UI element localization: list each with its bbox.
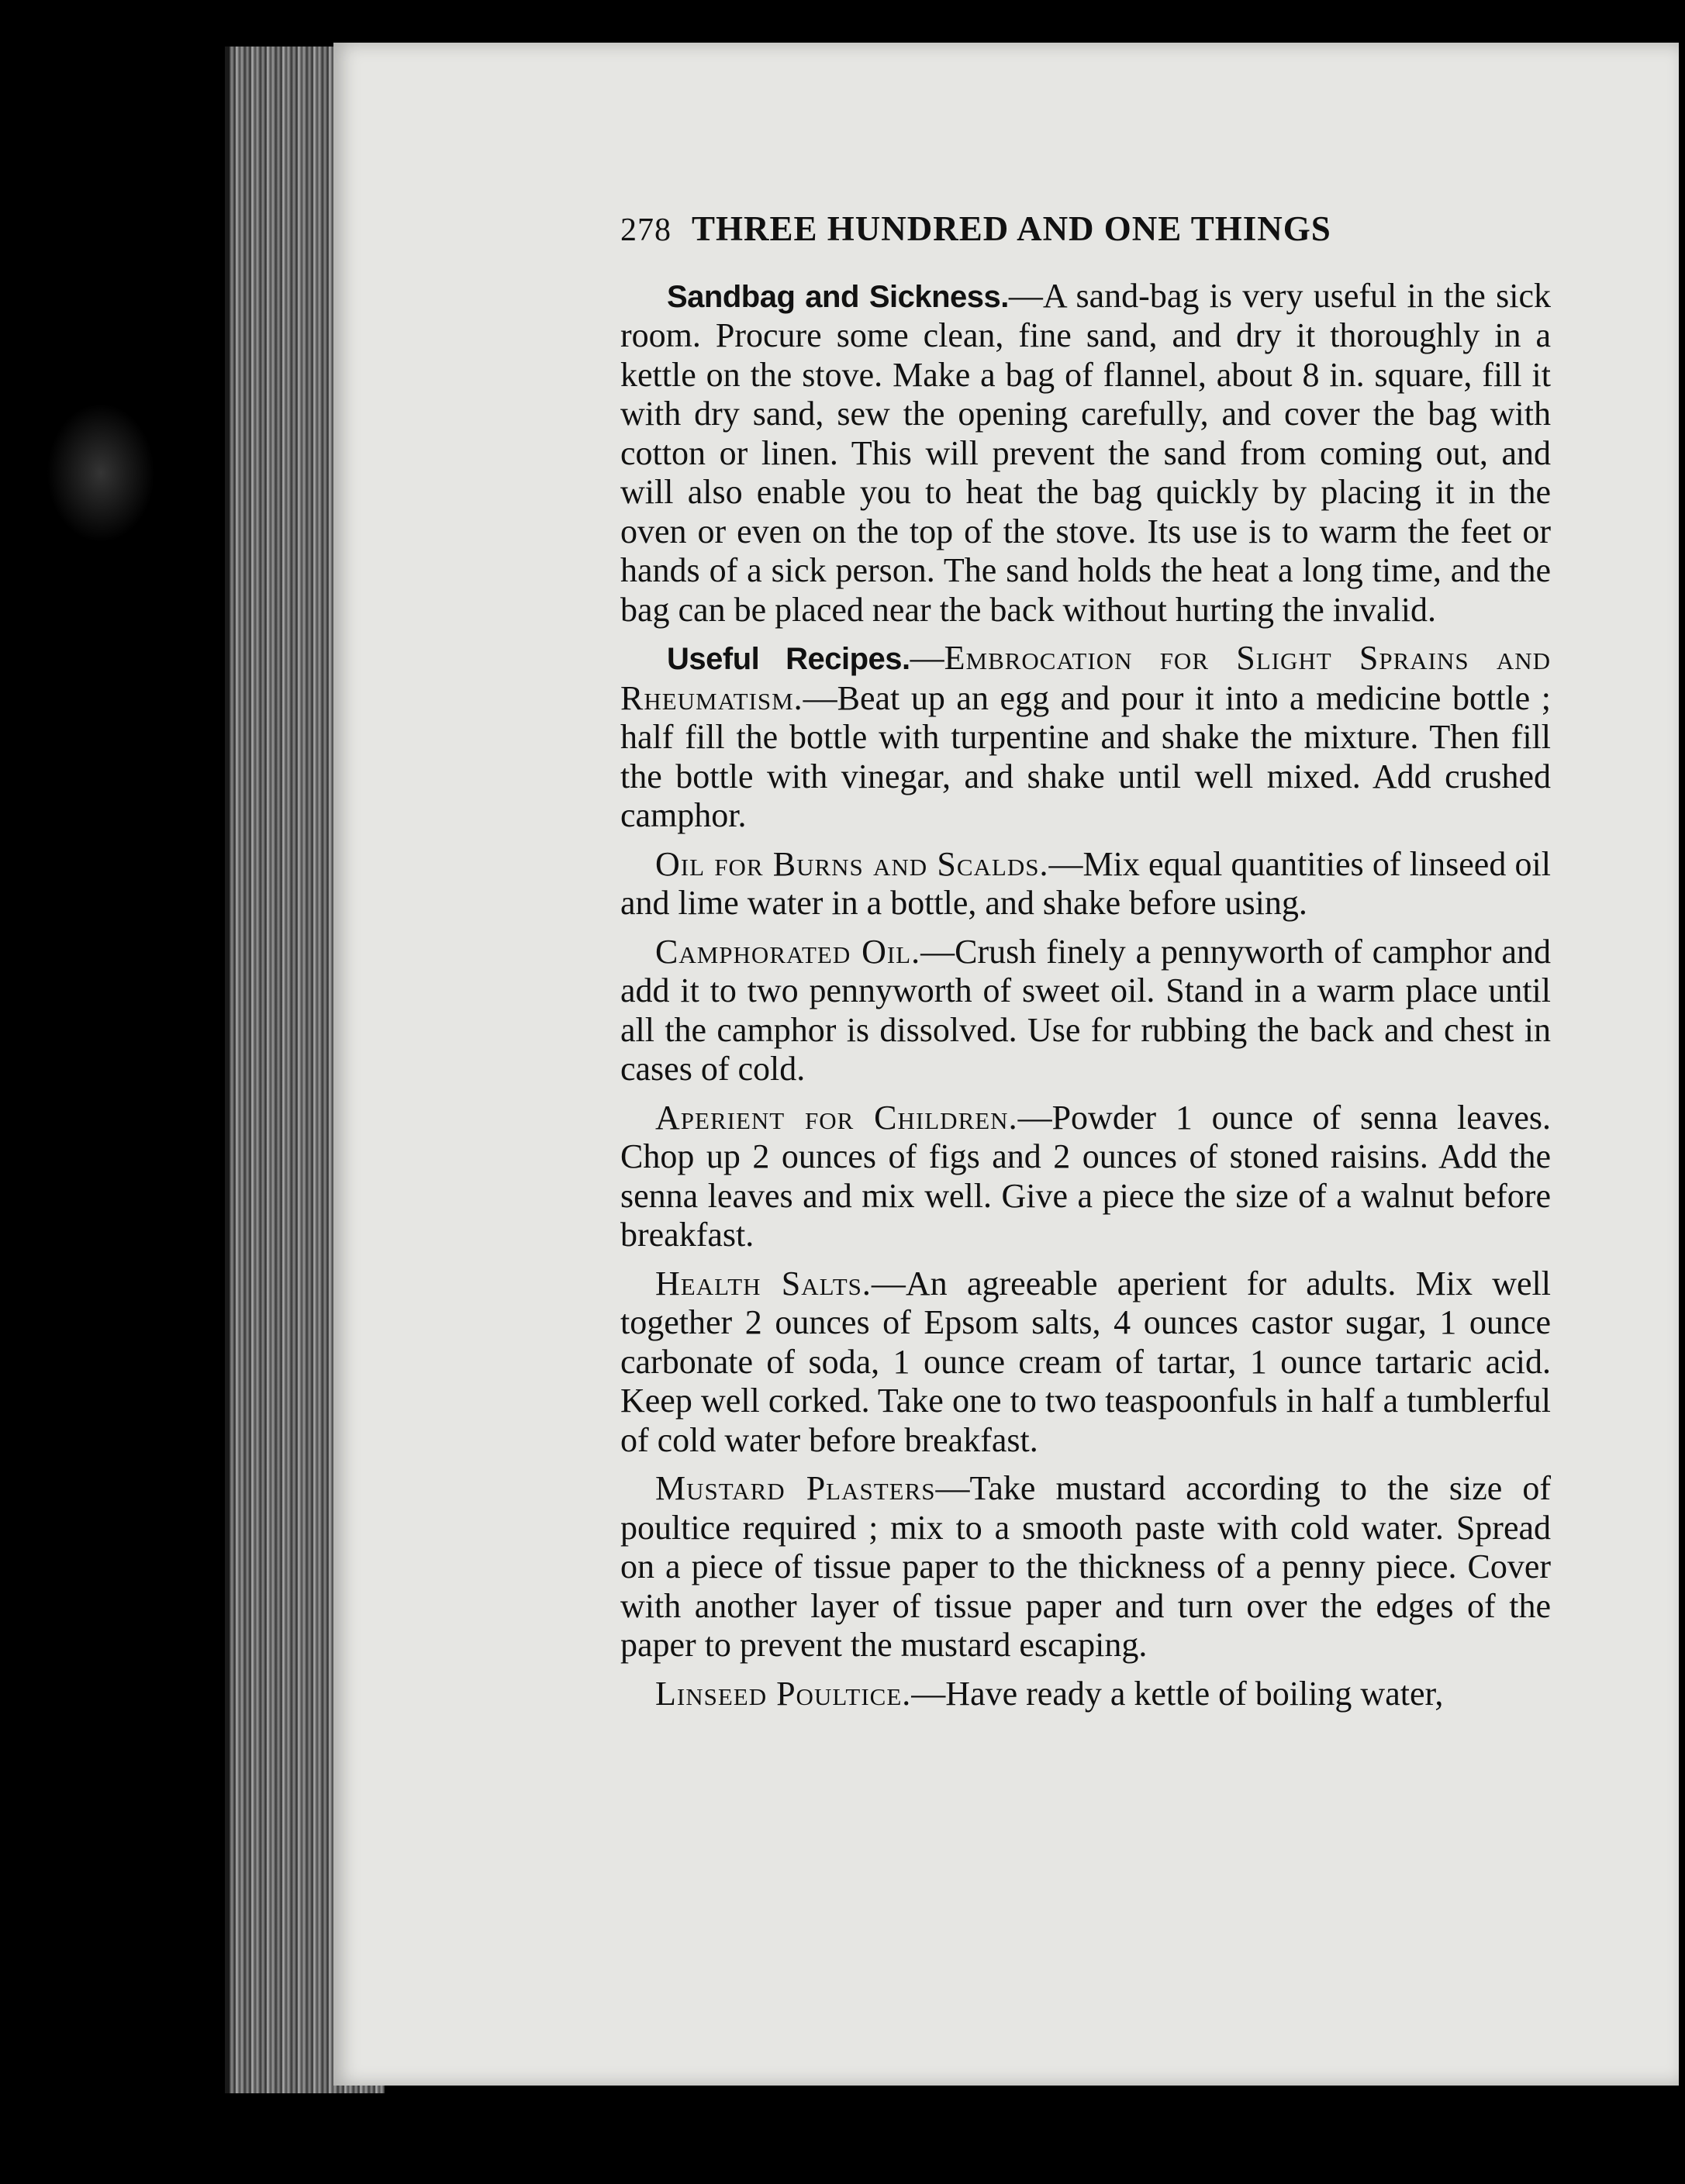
page-header bbox=[620, 209, 1551, 250]
paragraph-oil-burns bbox=[620, 845, 1551, 923]
recipe-title: Linseed Poultice. bbox=[655, 1674, 912, 1713]
paragraph-aperient-children bbox=[620, 1099, 1551, 1255]
scan-glare bbox=[47, 403, 155, 543]
paragraph-text: —A sand-bag is very useful in the sick room. Procure some clean, fine sand, and dry it thoroughly in a kettle on the stove. Make a bag of flannel, about 8 in. square, fill it with dry sand, sew the opening carefully, and cover the bag with cotton or linen. This will prevent the sand from coming out, and will also enable you to heat the bag quickly by placing it in the oven or even on the top of the stove. Its use is to warm the feet or hands of a sick person. The sand holds the heat a long time, and the bag can be placed near the back without hurting the invalid. bbox=[620, 276, 1551, 629]
recipe-title: Aperient for Children. bbox=[655, 1098, 1018, 1137]
recipe-title: Oil for Burns and Scalds. bbox=[655, 844, 1049, 883]
page-text bbox=[620, 209, 1551, 1723]
recipe-title: Camphorated Oil. bbox=[655, 932, 921, 971]
run-in-heading: Useful Recipes. bbox=[667, 642, 910, 676]
paragraph-sandbag bbox=[620, 277, 1551, 630]
paragraph-text: —Crush finely a pennyworth of camphor and add it to two pennyworth of sweet oil. Stand in a warm place until all the camphor is dissolved. Use for rubbing the back and chest in cases of cold. bbox=[620, 932, 1551, 1088]
paragraph-linseed-poultice bbox=[620, 1675, 1551, 1714]
paragraph-health-salts bbox=[620, 1265, 1551, 1461]
paragraph-text: —Have ready a kettle of boiling water, bbox=[911, 1674, 1444, 1713]
recipe-title: Mustard Plasters bbox=[655, 1469, 936, 1507]
running-title: THREE HUNDRED AND ONE THINGS bbox=[692, 209, 1331, 248]
paragraph-text: —Mix equal quantities of linseed oil and lime water in a bottle, and shake before using. bbox=[620, 844, 1552, 922]
paragraph-text: —Take mustard according to the size of poultice required ; mix to a smooth paste with cold water. Spread on a piece of tissue paper to the thickness of a penny piece. Cover with another layer of tissue paper and turn over the edges of the paper to prevent the mustard escaping. bbox=[620, 1469, 1552, 1664]
heading-dash: — bbox=[910, 639, 944, 677]
paragraph-useful-recipes bbox=[620, 639, 1551, 836]
paragraph-text: —Beat up an egg and pour it into a medicine bottle ; half fill the bottle with turpentine and shake the mixture. Then fill the bottle with vinegar, and shake until well mixed. Add crushed camphor. bbox=[620, 678, 1551, 834]
paragraph-mustard-plasters bbox=[620, 1469, 1551, 1665]
recipe-title: Health Salts. bbox=[655, 1264, 872, 1302]
paragraph-camphorated-oil bbox=[620, 933, 1551, 1089]
run-in-heading: Sandbag and Sickness. bbox=[667, 279, 1009, 314]
paragraph-text: —An agreeable aperient for adults. Mix well together 2 ounces of Epsom salts, 4 ounces castor sugar, 1 ounce carbonate of soda, 1 ounce cream of tartar, 1 ounce tartaric acid. Keep well corked. Take one to two teaspoonfuls in half a tumblerful of cold water before breakfast. bbox=[620, 1264, 1551, 1459]
recipe-title: Embrocation for Slight Sprains and Rheumatism. bbox=[620, 639, 1552, 717]
paragraph-text: —Powder 1 ounce of senna leaves. Chop up 2 ounces of figs and 2 ounces of stoned raisins. Add the senna leaves and mix well. Give a piece the size of a walnut before breakfast. bbox=[620, 1098, 1551, 1254]
page-number: 278 bbox=[620, 212, 672, 248]
